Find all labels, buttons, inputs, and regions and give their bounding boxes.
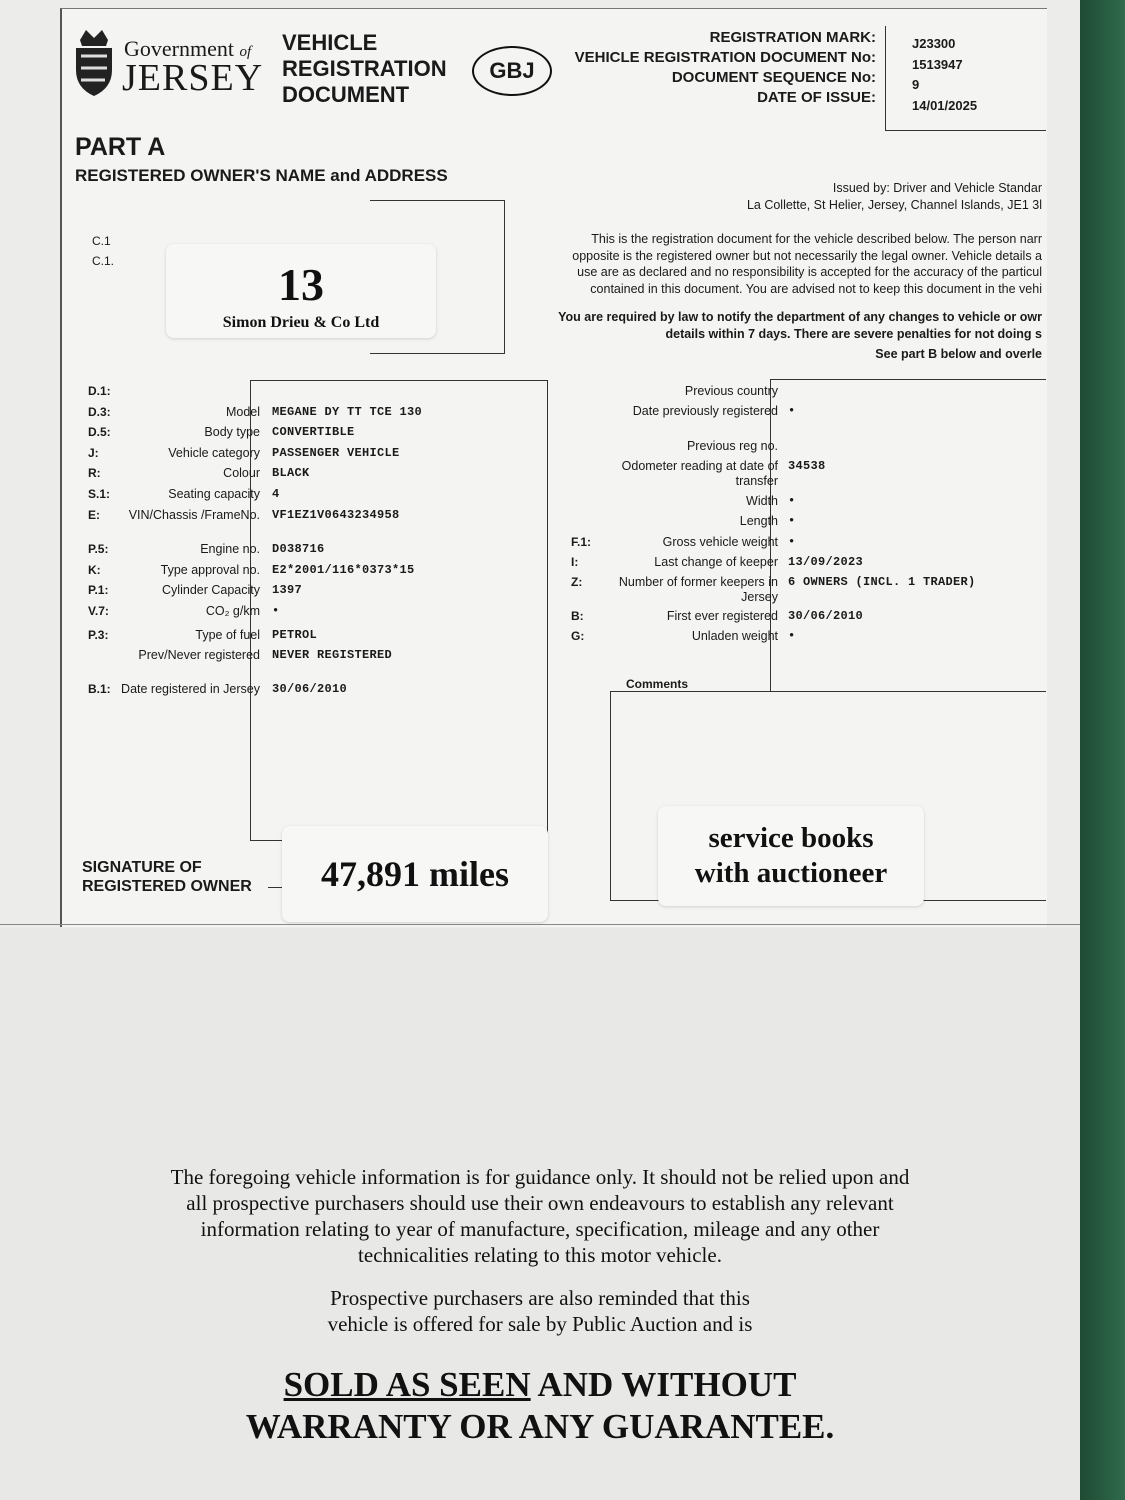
vehicle-history-box — [770, 379, 1046, 692]
issue-date: 14/01/2025 — [912, 97, 978, 113]
gov-line-2: JERSEY — [122, 57, 264, 99]
signature-label-line-1: SIGNATURE OF — [82, 859, 202, 876]
field-code: G: — [571, 629, 585, 643]
field-label: Number of former keepers in Jersey — [618, 575, 778, 604]
lot-sticker — [166, 244, 436, 338]
service-sticker — [658, 806, 924, 906]
field-label: Date registered in Jersey — [121, 682, 260, 696]
gov-line-1: Government of — [124, 36, 252, 61]
field-value: • — [272, 604, 280, 618]
field-label: First ever registered — [666, 609, 778, 623]
background-edge — [1080, 0, 1125, 1500]
field-label: Length — [739, 514, 778, 528]
disclaimer-line: The foregoing vehicle information is for guidance only. It should not be relied upon and — [170, 1165, 910, 1189]
field-value: • — [788, 404, 796, 418]
field-code: P.5: — [88, 542, 109, 556]
field-code: R: — [88, 466, 101, 480]
field-value: CONVERTIBLE — [272, 425, 355, 439]
lot-number: 13 — [278, 259, 324, 310]
field-value: 6 OWNERS (INCL. 1 TRADER) — [788, 575, 976, 589]
field-value: 4 — [272, 487, 280, 501]
document-number-label: VEHICLE REGISTRATION DOCUMENT No: — [574, 49, 876, 66]
registration-mark-label: REGISTRATION MARK: — [709, 29, 876, 46]
field-code: I: — [571, 555, 579, 569]
issue-date-label: DATE OF ISSUE: — [757, 89, 876, 106]
mileage-sticker: 47,891 miles — [282, 826, 548, 922]
signature-label — [82, 858, 252, 896]
notice-line: contained in this document. You are advised not to keep this document in the vehi — [590, 281, 1042, 296]
document-title-line-2: REGISTRATION — [282, 56, 447, 81]
field-value: 34538 — [788, 459, 826, 473]
part-a-title: PART A — [75, 133, 166, 161]
field-label: Colour — [223, 466, 260, 480]
field-label: Last change of keeper — [654, 555, 778, 569]
disclaimer-paragraph-1 — [60, 1164, 1020, 1268]
owner-codes — [92, 231, 114, 271]
header-values — [912, 34, 977, 116]
field-value: 30/06/2010 — [272, 682, 348, 696]
field-code: P.1: — [88, 583, 109, 597]
field-value: • — [788, 514, 796, 528]
issued-by-line-2: La Collette, St Helier, Jersey, Channel Islands, JE1 3l — [746, 198, 1042, 212]
law-line: details within 7 days. There are severe penalties for not doing s — [665, 326, 1042, 341]
field-label: Width — [746, 494, 778, 508]
field-value: E2*2001/116*0373*15 — [272, 563, 415, 577]
disclaimer-line: information relating to year of manufacture, specification, mileage and any other — [200, 1217, 880, 1241]
field-label: Body type — [204, 425, 260, 439]
field-label: Date previously registered — [632, 404, 778, 418]
field-label: Type of fuel — [195, 628, 260, 642]
field-label: Vehicle category — [168, 446, 260, 460]
field-code: D.3: — [88, 405, 111, 419]
field-value: VF1EZ1V0643234958 — [272, 508, 400, 522]
service-line-1: service books — [708, 822, 874, 854]
disclaimer-line: Prospective purchasers are also reminded that this — [330, 1286, 750, 1310]
field-label: VIN/Chassis /FrameNo. — [128, 508, 260, 522]
disclaimer-paragraph-2 — [60, 1285, 1020, 1337]
field-value: NEVER REGISTERED — [272, 648, 393, 662]
header-labels — [560, 28, 876, 108]
notice-line: opposite is the registered owner but not necessarily the legal owner. Vehicle details a — [572, 248, 1042, 263]
page-divider — [0, 924, 1080, 925]
field-label: Odometer reading at date of transfer — [621, 459, 778, 488]
field-code: B: — [571, 609, 584, 623]
field-label: CO₂ g/km — [205, 604, 260, 618]
law-line: You are required by law to notify the department of any changes to vehicle or owr — [558, 310, 1042, 324]
field-code: J: — [88, 446, 99, 460]
comments-label: Comments — [626, 677, 689, 691]
see-part-b: See part B below and overle — [875, 347, 1042, 361]
document-number: 1513947 — [912, 56, 963, 72]
dealer-name: Simon Drieu & Co Ltd — [222, 314, 380, 331]
field-label: Previous reg no. — [686, 439, 778, 453]
field-code: S.1: — [88, 487, 111, 501]
field-label: Prev/Never registered — [138, 648, 260, 662]
field-label: Seating capacity — [168, 487, 260, 501]
field-code: K: — [88, 563, 101, 577]
field-value: PETROL — [272, 628, 318, 642]
field-code: B.1: — [88, 682, 111, 696]
disclaimer-line: all prospective purchasers should use their own endeavours to establish any relevant — [186, 1191, 894, 1215]
field-code: F.1: — [571, 535, 592, 549]
field-label: Type approval no. — [160, 563, 260, 577]
owner-heading: REGISTERED OWNER'S NAME and ADDRESS — [75, 166, 448, 185]
field-label: Engine no. — [200, 542, 260, 556]
field-code: D.5: — [88, 425, 111, 439]
field-code: V.7: — [88, 604, 109, 618]
signature-label-line-2: REGISTERED OWNER — [82, 878, 252, 895]
field-code: E: — [88, 508, 100, 522]
sold-as-seen-rest: AND WITHOUT — [530, 1365, 797, 1404]
issued-by — [700, 180, 1042, 214]
registration-mark: J23300 — [912, 36, 956, 51]
field-value: PASSENGER VEHICLE — [272, 446, 400, 460]
field-value: • — [788, 629, 796, 643]
field-label: Previous country — [684, 384, 778, 398]
field-value: • — [788, 535, 796, 549]
gov-of: of — [239, 44, 252, 60]
service-line-2: with auctioneer — [694, 857, 888, 889]
field-code: Z: — [571, 575, 583, 589]
owner-code: C.1. — [92, 254, 115, 268]
signature-line — [268, 887, 283, 888]
document-title — [282, 30, 472, 108]
notice-line: use are as declared and no responsibility is accepted for the accuracy of the particul — [577, 265, 1042, 279]
field-label: Unladen weight — [691, 629, 778, 643]
field-code: D.1: — [88, 384, 111, 398]
country-badge: GBJ — [472, 46, 552, 96]
owner-code: C.1 — [92, 234, 111, 248]
field-value: MEGANE DY TT TCE 130 — [272, 405, 423, 419]
field-value: 30/06/2010 — [788, 609, 864, 623]
field-label: Gross vehicle weight — [662, 535, 778, 549]
sold-as-seen-notice — [60, 1364, 1020, 1448]
field-value: • — [788, 494, 796, 508]
field-code: P.3: — [88, 628, 109, 642]
notice-paragraph — [520, 231, 1042, 297]
warranty-line: WARRANTY OR ANY GUARANTEE. — [245, 1407, 835, 1446]
disclaimer-line: technicalities relating to this motor vehicle. — [358, 1243, 722, 1267]
sold-as-seen: SOLD AS SEEN — [283, 1365, 531, 1404]
field-value: D038716 — [272, 542, 325, 556]
field-value: 1397 — [272, 583, 303, 597]
document-title-line-3: DOCUMENT — [282, 82, 410, 107]
field-label: Model — [225, 405, 260, 419]
notice-line: This is the registration document for the vehicle described below. The person narr — [591, 232, 1042, 246]
field-value: 13/09/2023 — [788, 555, 864, 569]
jersey-crest-icon — [72, 26, 116, 98]
issued-by-line-1: Issued by: Driver and Vehicle Standar — [832, 181, 1042, 195]
law-paragraph — [520, 309, 1042, 342]
field-value: BLACK — [272, 466, 310, 480]
disclaimer-line: vehicle is offered for sale by Public Auction and is — [327, 1312, 753, 1336]
sequence-number: 9 — [912, 77, 920, 92]
document-title-line-1: VEHICLE — [282, 30, 378, 55]
field-label: Cylinder Capacity — [162, 583, 260, 597]
sequence-number-label: DOCUMENT SEQUENCE No: — [671, 69, 876, 86]
